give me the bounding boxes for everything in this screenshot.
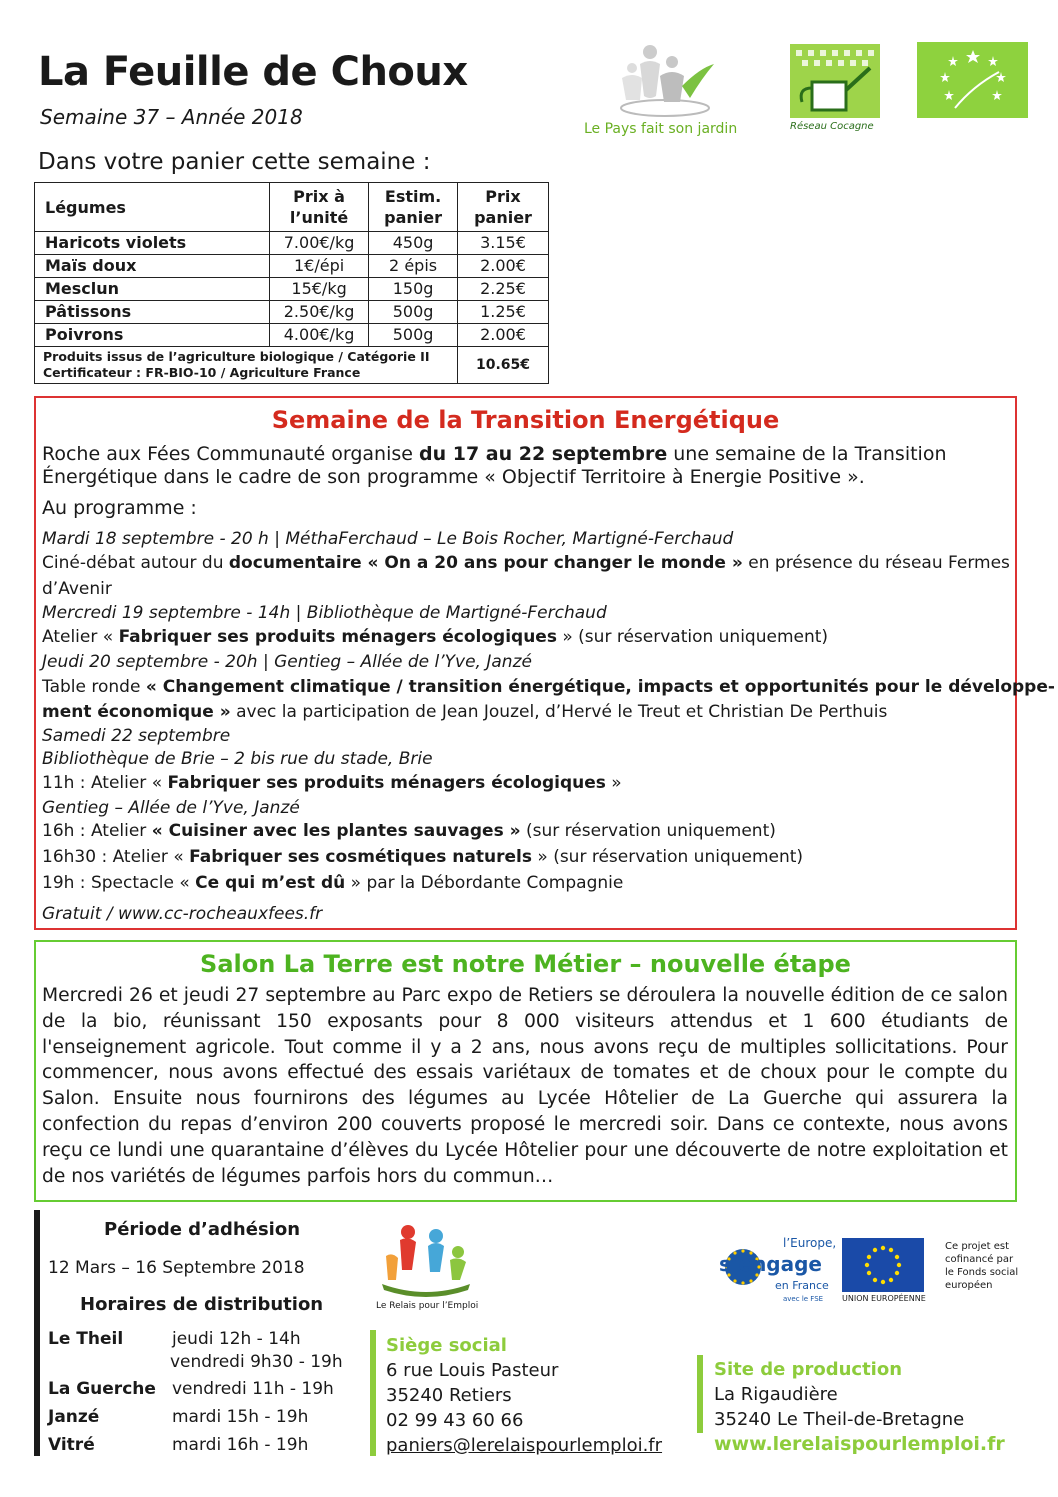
event-date: Samedi 22 septembre [42,726,231,746]
transition-intro-line-1: Roche aux Fées Communauté organise du 17 au 22 septembre une semaine de la Transition [42,443,947,465]
basket-estimate: 2 épis [369,255,458,278]
event-description: Table ronde « Changement climatique / transition énergétique, impacts et opportunités pour le développe- [42,677,1055,697]
transition-title: Semaine de la Transition Energétique [271,406,780,434]
certification-note [35,347,458,384]
europe-fse-logo [717,1236,837,1307]
siege-phone[interactable]: 02 99 43 60 66 [386,1410,524,1431]
basket-table [34,182,549,384]
unit-price: 7.00€/kg [270,232,369,255]
event-description: Atelier « Fabriquer ses produits ménagers écologiques » (sur réservation uniquement) [42,627,829,647]
footer-divider [34,1210,40,1456]
fse-note-line: Ce projet est [945,1241,1009,1252]
col-header-legumes: Légumes [35,183,270,232]
basket-price: 2.25€ [458,278,549,301]
distribution-hours: jeudi 12h - 14h [172,1329,301,1349]
event-description: 16h30 : Atelier « Fabriquer ses cosmétiques naturels » (sur réservation uniquement) [42,847,804,867]
vegetable-name: Pâtissons [35,301,270,324]
basket-price: 1.25€ [458,301,549,324]
event-place: Bibliothèque de Brie – 2 bis rue du stade, Brie [42,749,433,769]
adhesion-dates: 12 Mars – 16 Septembre 2018 [48,1258,305,1278]
event-description-cont: ment économique » avec la participation de Jean Jouzel, d’Hervé le Treut et Christian De Perthuis [42,702,888,722]
eu-caption: UNION EUROPÉENNE [842,1294,926,1303]
vegetable-name: Maïs doux [35,255,270,278]
distribution-title: Horaires de distribution [80,1294,324,1315]
distribution-place: La Guerche [48,1379,156,1399]
fse-note-line: européen [945,1280,993,1291]
event-description-cont: d’Avenir [42,579,112,599]
production-city: 35240 Le Theil-de-Bretagne [714,1409,965,1430]
table-row [35,324,549,347]
relais-caption: Le Relais pour l’Emploi [376,1301,479,1311]
distribution-hours: mardi 15h - 19h [172,1407,309,1427]
event-date: Jeudi 20 septembre - 20h | Gentieg – Allée de l’Yve, Janzé [42,652,532,672]
salon-title: Salon La Terre est notre Métier – nouvelle étape [200,950,851,978]
europe-logo-text: l’Europe, [783,1236,837,1250]
distribution-place: Vitré [48,1435,95,1455]
table-footer-row [35,347,549,384]
reseau-cocagne-caption: Réseau Cocagne [790,121,874,132]
basket-estimate: 150g [369,278,458,301]
distribution-place: Janzé [48,1407,100,1427]
unit-price: 4.00€/kg [270,324,369,347]
basket-price: 2.00€ [458,324,549,347]
siege-email[interactable]: paniers@lerelaispourlemploi.fr [386,1435,663,1456]
europe-logo-text: en France [775,1279,829,1292]
event-date: Mardi 18 septembre - 20 h | MéthaFerchaud – Le Bois Rocher, Martigné-Ferchaud [42,529,734,549]
distribution-hours: mardi 16h - 19h [172,1435,309,1455]
table-row [35,255,549,278]
issue-subtitle: Semaine 37 – Année 2018 [40,105,303,129]
distribution-hours: vendredi 9h30 - 19h [170,1352,343,1372]
col-header-estimate: Estim. panier [369,183,458,232]
siege-divider [370,1330,376,1456]
table-row [35,301,549,324]
basket-total: 10.65€ [458,347,549,384]
page-title: La Feuille de Choux [38,49,468,95]
event-description: 19h : Spectacle « Ce qui m’est dû » par la Débordante Compagnie [42,873,624,893]
basket-price: 2.00€ [458,255,549,278]
unit-price: 2.50€/kg [270,301,369,324]
basket-estimate: 500g [369,324,458,347]
basket-estimate: 500g [369,301,458,324]
programme-label: Au programme : [42,497,197,519]
event-place: Gentieg – Allée de l’Yve, Janzé [42,798,300,818]
col-header-unit-price: Prix à l’unité [270,183,369,232]
fse-note-line: le Fonds social [945,1267,1019,1278]
production-divider [697,1355,703,1433]
transition-intro-line-2: Énergétique dans le cadre de son programme « Objectif Territoire à Energie Positive ». [42,466,865,488]
pays-jardin-caption: Le Pays fait son jardin [584,121,738,137]
reseau-cocagne-logo [790,44,880,118]
table-row [35,278,549,301]
adhesion-title: Période d’adhésion [104,1219,301,1240]
event-description: 16h : Atelier « Cuisiner avec les plantes sauvages » (sur réservation uniquement) [42,821,776,841]
col-header-price: Prix panier [458,183,549,232]
vegetable-name: Haricots violets [35,232,270,255]
distribution-hours: vendredi 11h - 19h [172,1379,334,1399]
event-description: 11h : Atelier « Fabriquer ses produits ménagers écologiques » [42,773,622,793]
unit-price: 1€/épi [270,255,369,278]
basket-price: 3.15€ [458,232,549,255]
production-place: La Rigaudière [714,1384,838,1405]
eu-organic-leaf-logo [917,42,1028,118]
siege-title: Siège social [386,1335,507,1356]
unit-price: 15€/kg [270,278,369,301]
fse-note-line: cofinancé par [945,1254,1014,1265]
europe-logo-text: s’engage [719,1252,822,1276]
vegetable-name: Mesclun [35,278,270,301]
certification-line-1: Produits issus de l’agriculture biologique / Catégorie II [43,349,430,364]
certification-line-2: Certificateur : FR-BIO-10 / Agriculture France [43,365,361,380]
table-row [35,232,549,255]
eu-flag-icon [842,1238,924,1292]
event-description: Ciné-débat autour du documentaire « On a 20 ans pour changer le monde » en présence du réseau Fermes [42,553,1010,573]
pays-jardin-logo [610,38,720,118]
event-date: Mercredi 19 septembre - 14h | Bibliothèque de Martigné-Ferchaud [42,603,607,623]
website-link[interactable]: www.lerelaispourlemploi.fr [714,1433,1005,1455]
basket-estimate: 450g [369,232,458,255]
relais-emploi-logo [378,1222,474,1298]
europe-logo-text: avec le FSE [783,1295,824,1303]
siege-city: 35240 Retiers [386,1385,512,1406]
vegetable-name: Poivrons [35,324,270,347]
basket-heading: Dans votre panier cette semaine : [38,149,431,175]
siege-address: 6 rue Louis Pasteur [386,1360,559,1381]
salon-body: Mercredi 26 et jeudi 27 septembre au Parc expo de Retiers se déroulera la nouvelle édition de ce salon de la bio, réunissant 150 exposants pour 8 000 visiteurs attendus et 1 600 étudiants de l'enseignement agricole. Tout comme il y a 2 ans, nous avons reçu de multiples sollicitations. Pour commencer, nous avons effectué des essais variétaux de tomates et de choux pour le compte du Salon. Ensuite nous fournirons des légumes au Lycée Hôtelier de La Guerche qui assurera la confection du repas d’environ 200 couverts proposé le mercredi soir. Dans ce contexte, nous avons reçu ce lundi une quarantaine d’élèves du Lycée Hôtelier pour une découverte de notre exploitation et de nos variétés de légumes parfois hors du commun… [42,985,1008,1187]
production-title: Site de production [714,1359,903,1380]
distribution-place: Le Theil [48,1329,124,1349]
transition-footer-link[interactable]: Gratuit / www.cc-rocheauxfees.fr [42,904,323,924]
